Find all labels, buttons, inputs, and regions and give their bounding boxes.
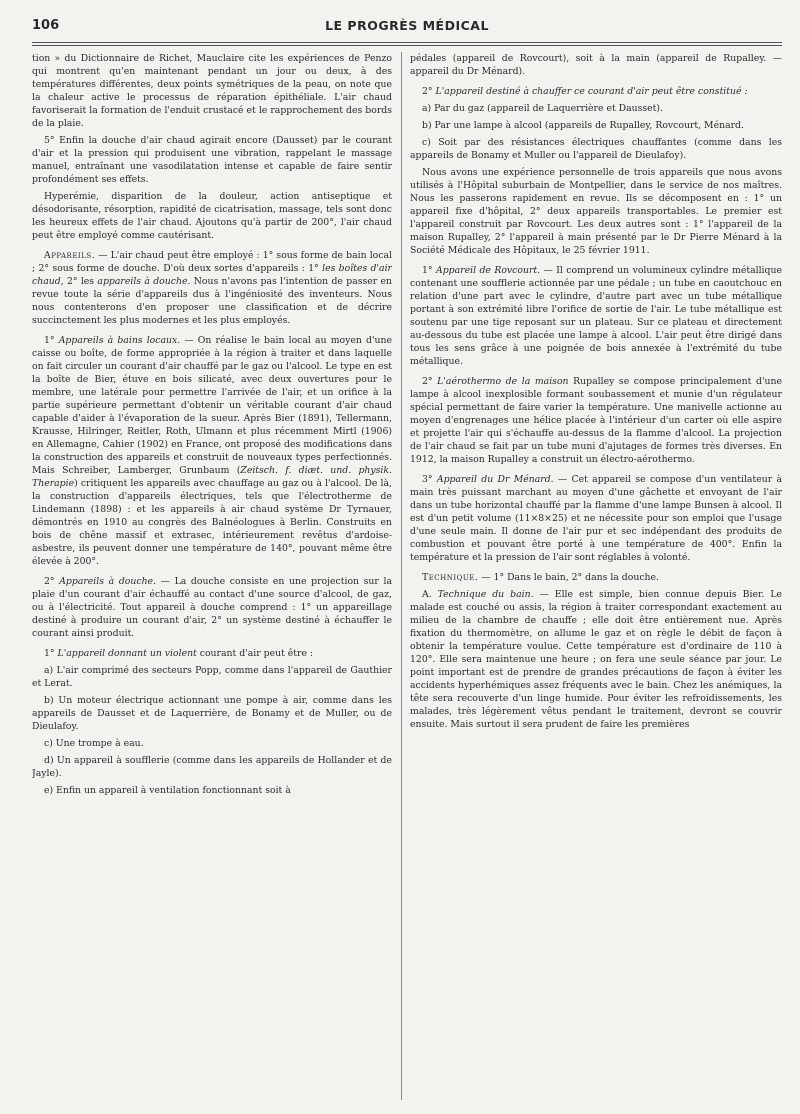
- paragraph: Nous avons une expérience personnelle de trois appareils que nous avons utilisés à l'Hôpital suburbain de Montpellier, dans le service de nos maîtres. Nous les passerons rapidement en revue. Ils se décomposent en : 1° un appareil fixe d'hôpital, 2° deux appareils transportables. Le premier est l'appareil construit par Rovcourt. Les deux autres sont : 1° l'appareil de la maison Rupalley, 2° l'appareil à main présenté par le Dr Pierre Ménard à la Société Médicale des Hôpitaux, le 25 février 1911.: [410, 167, 782, 256]
- header-rule-top: [32, 42, 782, 43]
- list-item: a) Par du gaz (appareil de Laquerrière et Dausset).: [422, 103, 663, 114]
- paragraph-menard: 3° Appareil du Dr Ménard. — Cet appareil se compose d'un ventilateur à main très puissant marchant au moyen d'une gâchette et envoyant de l'air dans un tube horizontal chauffé par la flamme d'une lampe Bunsen à alcool. Il est d'un petit volume (11×8×25) et ne nécessite pour son emploi que l'usage d'une seule main. Il donne de l'air pur et sec indépendant des produits de combustion et pouvant être porté à une température de 400°. Enfin la température et la pression de l'air sont réglables à volonté.: [410, 474, 782, 563]
- right-column: [410, 52, 782, 1102]
- left-column: [32, 52, 392, 1102]
- list-item: a) L'air comprimé des secteurs Popp, comme dans l'appareil de Gauthier et Lerat.: [32, 665, 392, 689]
- paragraph: Hyperémie, disparition de la douleur, action antiseptique et désodorisante, résorption, rapidité de cicatrisation, massage, tels sont donc les heureux effets de l'air chaud. Ajoutons qu'à partir de 200°, l'air chaud peut être employé comme cautérisant.: [32, 191, 392, 241]
- subsection-heading: Appareil de Rovcourt.: [435, 265, 541, 276]
- paragraph-aerothermo: 2° L'aérothermo de la maison Rupalley se compose principalement d'une lampe à alcool inexplosible formant soubassement et munie d'un régulateur spécial permettant de faire varier la température. Une manivelle actionne au moyen d'engrenages une hélice placée à l'intérieur d'un carter où elle aspire et projette l'air qui s'échauffe au-dessus de la flamme d'alcool. La projection de l'air chaud se fait par un tube muni d'ajutages de formes très diverses. En 1912, la maison Rupalley a construit un électro-aérothermo.: [410, 376, 782, 465]
- paragraph-technique: Technique. — 1° Dans le bain, 2° dans la douche.: [422, 572, 659, 583]
- paragraph-violent: 1° L'appareil donnant un violent courant d'air peut être :: [44, 648, 314, 659]
- paragraph-douche: 2° Appareils à douche. — La douche consiste en une projection sur la plaie d'un courant d'air échauffé au contact d'une source d'alcool, de gaz, ou à l'électricité. Tout appareil à douche comprend : 1° un appareillage destiné à produire un courant d'air, 2° un système destiné à échauffer le courant ainsi produit.: [32, 576, 392, 639]
- page-number: 106: [32, 18, 60, 33]
- subsection-heading: Appareil du Dr Ménard.: [436, 474, 554, 485]
- paragraph: tion » du Dictionnaire de Richet, Mauclaire cite les expériences de Penzo qui montrent qu'en maintenant pendant un jour ou deux, à des températures différentes, deux points symétriques de la peau, on note que la chaleur active le processus de réparation épithéliale. L'air chaud favoriserait la formation de l'enduit crustacé et le rapprochement des bords de la plaie.: [32, 53, 392, 129]
- subsection-heading: Technique du bain.: [437, 589, 534, 600]
- list-item: b) Par une lampe à alcool (appareils de Rupalley, Rovcourt, Ménard.: [422, 120, 744, 131]
- list-item: c) Soit par des résistances électriques chauffantes (comme dans les appareils de Bonamy et Muller ou l'appareil de Dieulafoy).: [410, 137, 782, 161]
- paragraph-rovcourt: 1° Appareil de Rovcourt. — Il comprend un volumineux cylindre métallique contenant une soufflerie actionnée par une pédale ; un tube en caoutchouc en relation d'une part avec le cylindre, d'autre part avec un tube métallique portant à son extrémité libre l'orifice de sortie de l'air. Le tube métallique est soutenu par une tige reposant sur un plateau. Sur ce plateau et directement au-dessous du tube est placée une lampe à alcool. L'air peut être dirigé dans tous les sens grâce à une poignée de bois annexée à l'extrémité du tube métallique.: [410, 265, 782, 367]
- list-item: c) Une trompe à eau.: [44, 738, 144, 749]
- paragraph: pédales (appareil de Rovcourt), soit à la main (appareil de Rupalley. — appareil du Dr Ménard).: [410, 53, 782, 77]
- paragraph-technique-bain: A. Technique du bain. — Elle est simple, bien connue depuis Bier. Le malade est couché ou assis, la région à traiter correspondant exactement au milieu de la chambre de chauffe ; elle doit être entièrement nue. Après fixation du thermomètre, on allume le gaz et on règle le débit de façon à obtenir la température voulue. Cette température est d'ordinaire de 110 à 120°. Elle sera maintenue une heure ; on fera une seule séance par jour. Le point important est de prendre de grandes précautions de façon à éviter les accidents hyperhémiques assez fréquents avec le bain. Chez les anémiques, la tête sera recouverte d'un linge humide. Pour éviter les refroidissements, les malades, très légèrement vêtus pendant le traitement, devront se couvrir ensuite. Mais surtout il sera prudent de faire les premières: [410, 589, 782, 730]
- list-item: d) Un appareil à soufflerie (comme dans les appareils de Hollander et de Jayle).: [32, 755, 392, 779]
- paragraph: 2° L'appareil destiné à chauffer ce courant d'air peut être constitué :: [422, 86, 748, 97]
- journal-title: LE PROGRÈS MÉDICAL: [325, 18, 489, 33]
- section-heading: Technique.: [422, 572, 479, 583]
- paragraph: 5° Enfin la douche d'air chaud agirait encore (Dausset) par le courant d'air et la pression qui produisent une vibration, rappelant le massage manuel, entraînant une vasodilatation intense et capable de faire sentir profondément ses effets.: [32, 135, 392, 185]
- section-heading: Appareils.: [44, 250, 96, 261]
- subsection-heading: L'aérothermo de la maison: [437, 376, 569, 387]
- list-item: b) Un moteur électrique actionnant une pompe à air, comme dans les appareils de Dausset et de Laquerrière, de Bonamy et de Muller, ou de Dieulafoy.: [32, 695, 392, 732]
- list-item: e) Enfin un appareil à ventilation fonctionnant soit à: [44, 785, 291, 796]
- subsection-heading: Appareils à douche.: [59, 576, 157, 587]
- page-header: [32, 18, 782, 44]
- column-divider: [401, 52, 402, 1100]
- paragraph-bains-locaux: 1° Appareils à bains locaux. — On réalise le bain local au moyen d'une caisse ou boîte, de forme appropriée à la région à traiter et dans laquelle on fait circuler un courant d'air chauffé par le gaz ou l'alcool. Le type en est la boîte de Bier, étuve en bois silicaté, avec deux ouvertures pour le membre, une latérale pour permettre l'arrivée de l'air, et un orifice à la partie supérieure permettant d'obtenir un véritable courant d'air chaud capable d'aider à l'évaporation de la sueur. Après Bier (1891), Tellermann, Krausse, Hilringer, Reitler, Roth, Ulmann et plus récemment Mirtl (1906) en Allemagne, Cahier (1902) en France, ont proposé des modifications dans la construction des appareils et construit de nouveaux types perfectionnés. Mais Schreiber, Lamberger, Grunbaum (Zeitsch. f. diæt. und. physik. Therapie) critiquent les appareils avec chauffage au gaz ou à l'alcool. De là, la construction d'appareils électriques, tels que l'électrotherme de Lindemann (1898) : et les appareils à air chaud système Dr Tyrnauer, démontrés en 1910 au congrès des Balnéologues à Berlin. Construits en bois de chêne massif et extrasec, intérieurement revêtus d'ardoise-asbestre, ils peuvent donner une température de 140°, pouvant même être élevée à 200°.: [32, 335, 392, 567]
- paragraph-appareils: Appareils. — L'air chaud peut être employé : 1° sous forme de bain local ; 2° sous forme de douche. D'où deux sortes d'appareils : 1° les boîtes d'air chaud, 2° les appareils à douche. Nous n'avons pas l'intention de passer en revue toute la série d'appareils dus à l'ingéniosité des inventeurs. Nous nous contenterons d'en proposer une classification et de décrire succinctement les plus modernes et les plus employés.: [32, 250, 392, 326]
- header-rule-bottom: [32, 45, 782, 46]
- subsection-heading: Appareils à bains locaux.: [58, 335, 181, 346]
